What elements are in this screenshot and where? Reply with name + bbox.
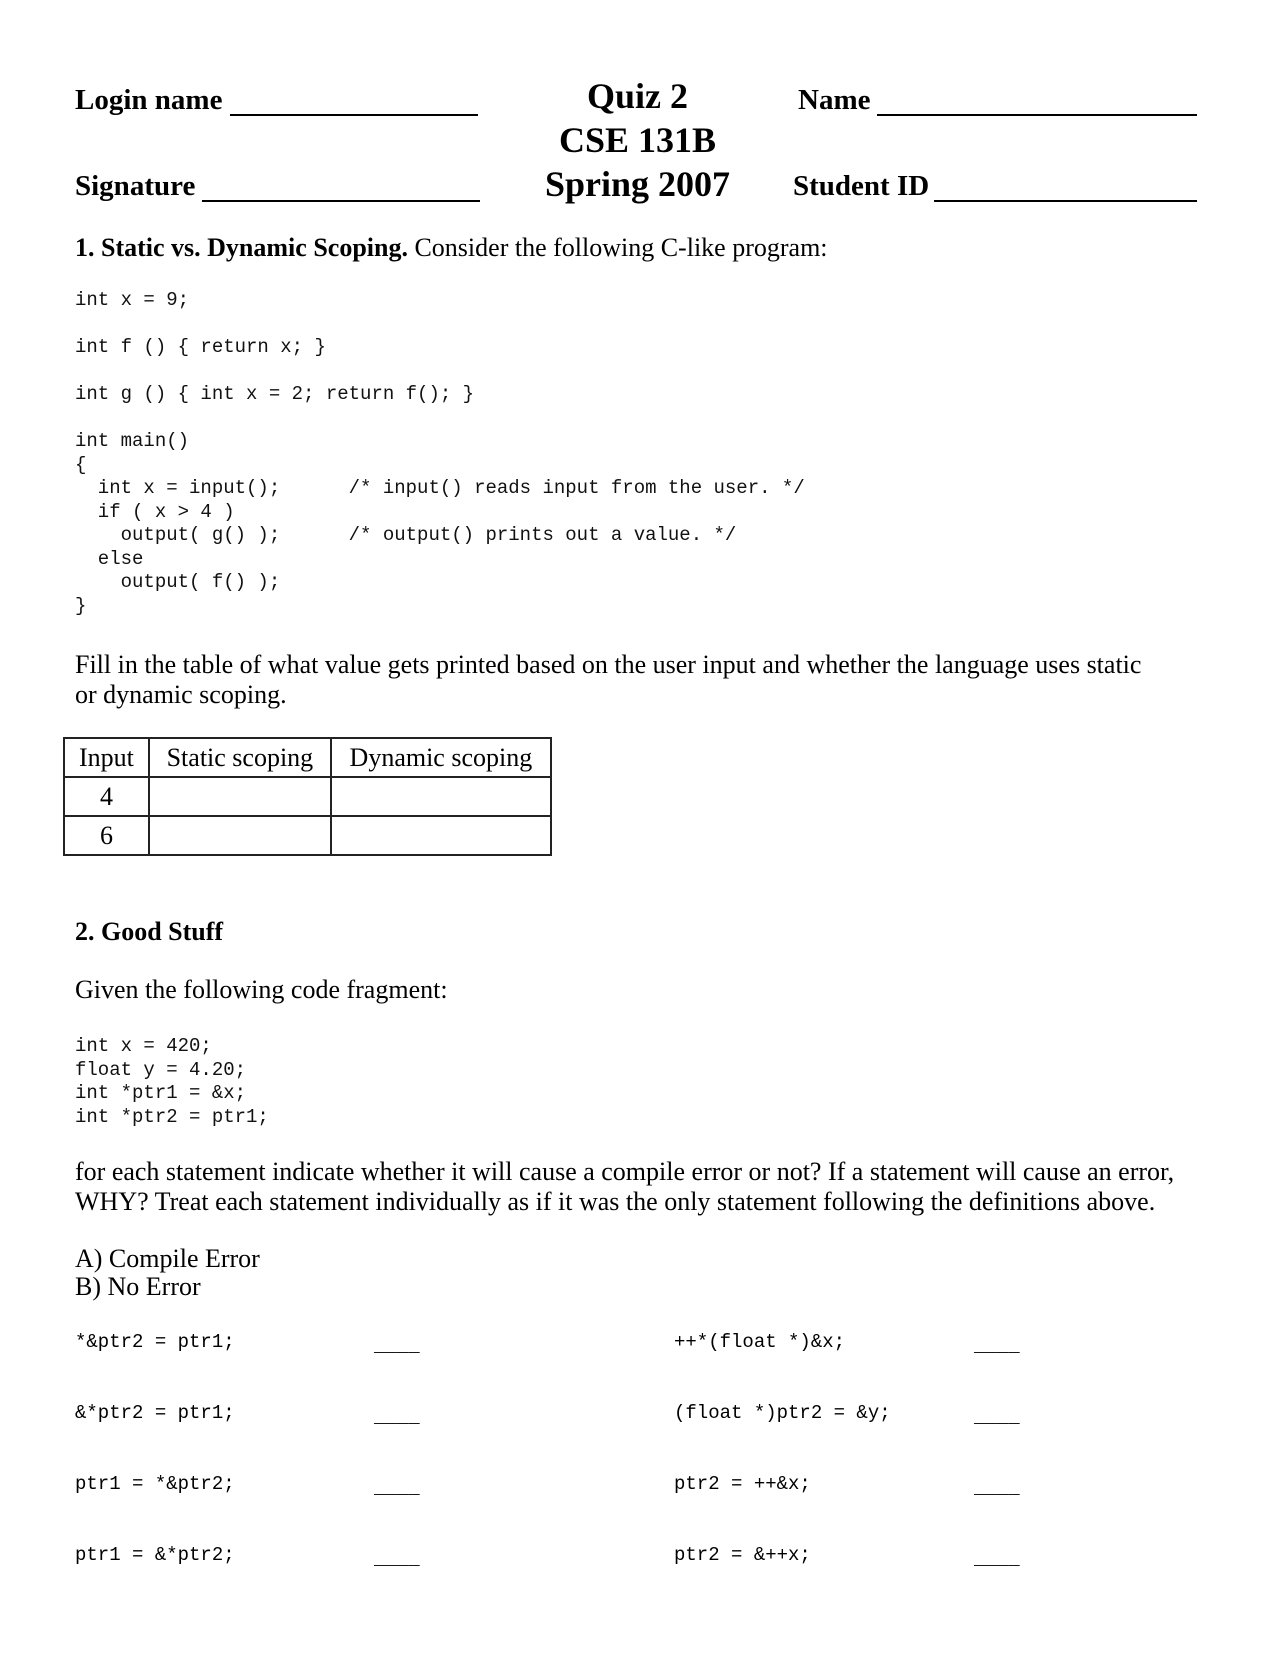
answer-blank[interactable]: ____ (974, 1548, 1020, 1570)
answer-blank[interactable]: ____ (374, 1335, 420, 1357)
q2-intro: Given the following code fragment: (75, 975, 448, 1004)
q1-title: Static vs. Dynamic Scoping. (101, 233, 408, 262)
signature-field[interactable] (202, 200, 480, 202)
quiz-title: Quiz 2 (586, 76, 688, 116)
answer-blank[interactable]: ____ (374, 1477, 420, 1499)
statement-left: ptr1 = &*ptr2; (75, 1544, 235, 1566)
code-line: int x = input(); /* input() reads input from the user. */ (75, 477, 805, 499)
q2-heading: 2. Good Stuff (75, 917, 224, 946)
q1-number: 1. (75, 233, 95, 262)
answer-blank[interactable]: ____ (374, 1548, 420, 1570)
table-cell-input: 4 (64, 777, 149, 816)
table-header-input: Input (64, 738, 149, 777)
q2-code-block (75, 1035, 269, 1129)
code-line: output( f() ); (75, 571, 281, 593)
signature-label: Signature (75, 170, 196, 202)
code-line (75, 313, 805, 337)
q1-heading (75, 233, 828, 263)
table-header-dynamic: Dynamic scoping (331, 738, 551, 777)
q2-option-b: B) No Error (75, 1272, 201, 1301)
table-row (64, 816, 551, 855)
q1-instructions: Fill in the table of what value gets printed based on the user input and whether the language uses static or dynamic scoping. (75, 650, 1142, 709)
login-name-field[interactable] (230, 114, 478, 116)
code-line (75, 407, 805, 431)
code-line (75, 360, 805, 384)
q1-intro: Consider the following C-like program: (414, 233, 828, 262)
quiz-title-block (520, 74, 755, 206)
code-line: int x = 420; (75, 1035, 212, 1057)
answer-blank[interactable]: ____ (974, 1477, 1020, 1499)
q2-instructions: for each statement indicate whether it will cause a compile error or not? If a statement will cause an error, WHY? Treat each statement individually as if it was the only statement following the definitions above. (75, 1157, 1175, 1216)
name-field[interactable] (877, 114, 1197, 116)
code-line: { (75, 453, 87, 476)
code-line: int g () { int x = 2; return f(); } (75, 383, 475, 405)
code-line: int *ptr2 = ptr1; (75, 1105, 269, 1128)
statement-left: *&ptr2 = ptr1; (75, 1331, 235, 1353)
answer-blank[interactable]: ____ (974, 1335, 1020, 1357)
term: Spring 2007 (544, 164, 731, 204)
code-line: int main() (75, 430, 190, 452)
code-line: output( g() ); /* output() prints out a value. */ (75, 524, 737, 546)
scoping-table (63, 737, 552, 856)
student-id-label: Student ID (793, 170, 930, 202)
statement-right: ptr2 = &++x; (674, 1544, 811, 1566)
q2-option-a: A) Compile Error (75, 1244, 260, 1273)
table-header-row (64, 738, 551, 777)
answer-blank[interactable]: ____ (974, 1406, 1020, 1428)
course-code: CSE 131B (558, 120, 717, 160)
table-cell-dynamic-answer[interactable] (331, 777, 551, 816)
statement-left: &*ptr2 = ptr1; (75, 1402, 235, 1424)
table-cell-dynamic-answer[interactable] (331, 816, 551, 855)
student-id-field[interactable] (934, 200, 1197, 202)
name-label: Name (798, 84, 871, 116)
statement-right: ptr2 = ++&x; (674, 1473, 811, 1495)
login-name-label: Login name (75, 84, 223, 116)
q1-code-block (75, 289, 805, 618)
statement-right: (float *)ptr2 = &y; (674, 1402, 891, 1424)
statement-left: ptr1 = *&ptr2; (75, 1473, 235, 1495)
statement-right: ++*(float *)&x; (674, 1331, 846, 1353)
table-row (64, 777, 551, 816)
code-line: else (75, 547, 144, 570)
code-line: } (75, 594, 87, 617)
table-cell-static-answer[interactable] (149, 816, 331, 855)
code-line: int f () { return x; } (75, 336, 326, 358)
code-line: int *ptr1 = &x; (75, 1082, 247, 1104)
code-line: if ( x > 4 ) (75, 500, 235, 523)
table-cell-static-answer[interactable] (149, 777, 331, 816)
code-line: float y = 4.20; (75, 1058, 247, 1081)
table-header-static: Static scoping (149, 738, 331, 777)
code-line: int x = 9; (75, 289, 190, 311)
answer-blank[interactable]: ____ (374, 1406, 420, 1428)
table-cell-input: 6 (64, 816, 149, 855)
